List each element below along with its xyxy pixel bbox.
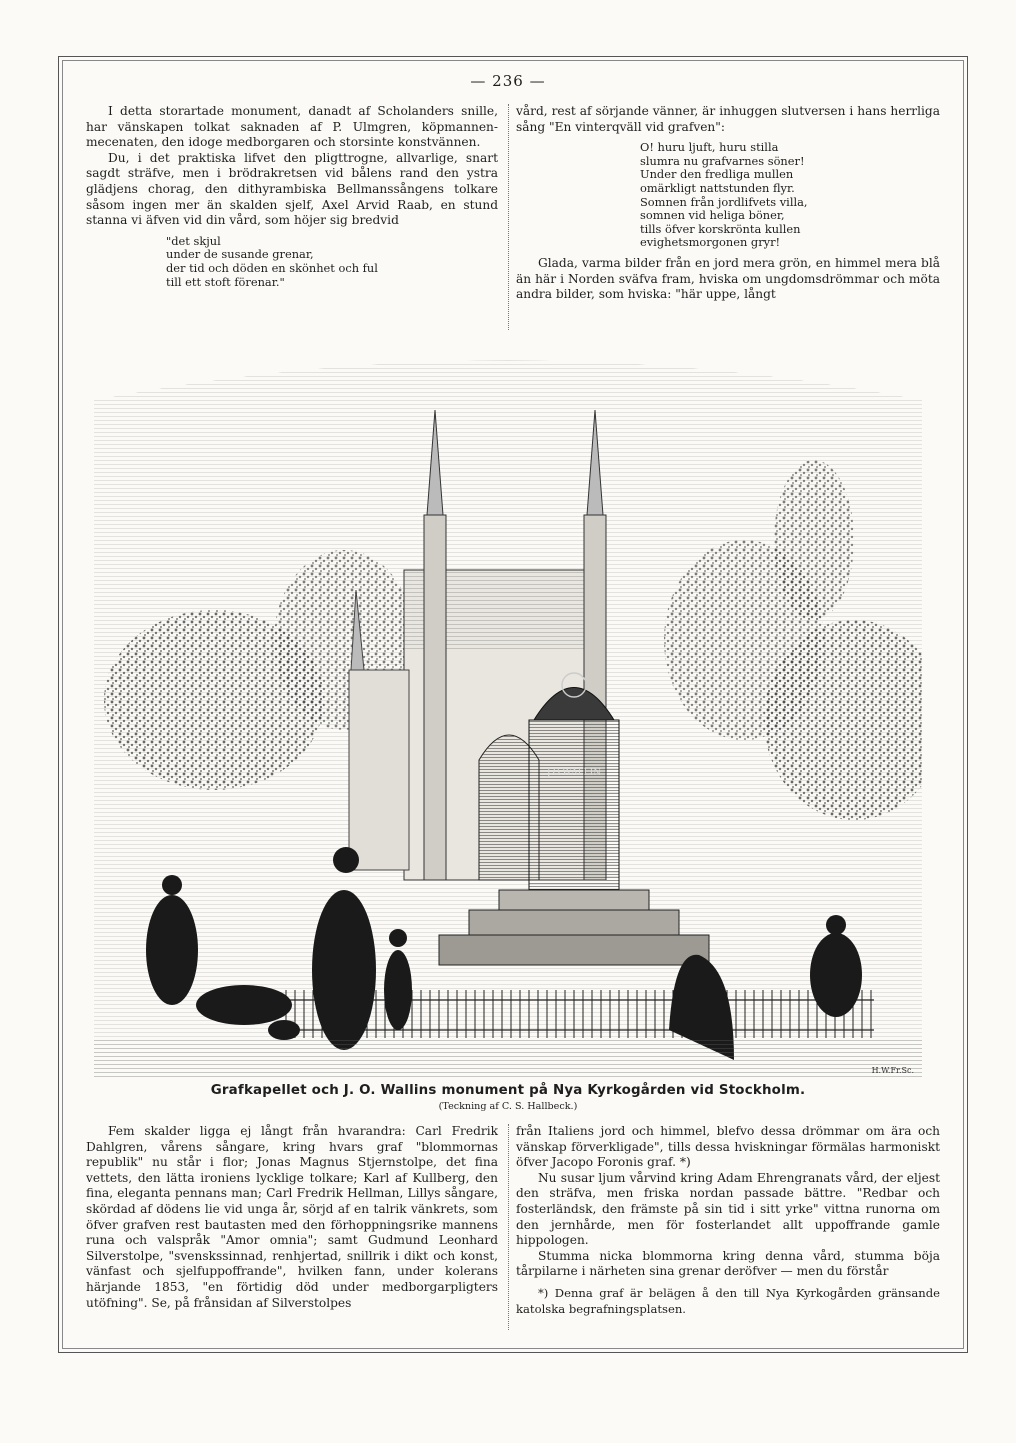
dog-small	[268, 1020, 300, 1040]
page-number: — 236 —	[470, 72, 546, 90]
footnote: *) Denna graf är belägen å den till Nya Kyrkogården gränsande katolska begrafningsplatsen.	[516, 1285, 940, 1316]
verse-line: tills öfver korskrönta kullen	[640, 221, 801, 236]
verse-line: omärkligt nattstunden flyr.	[640, 180, 795, 195]
paragraph: Glada, varma bilder från en jord mera grön, en himmel mera blå än här i Norden sväfva fram, hviska om ungdomsdrömmar och möta andra bilder, som hviska: "här uppe, långt	[516, 255, 940, 302]
verse-line: somnen vid heliga böner,	[640, 208, 785, 223]
verse-line: "det skjul	[166, 233, 221, 248]
verse-block	[166, 235, 498, 289]
engraver-signature: H.W.Fr.Sc.	[871, 1066, 914, 1075]
ground	[94, 1040, 922, 1078]
verse-line: O! huru ljuft, huru stilla	[640, 140, 779, 155]
verse-line: Somnen från jordlifvets villa,	[640, 194, 808, 209]
paragraph: Fem skalder ligga ej långt från hvarandra: Carl Fredrik Dahlgren, vårens sångare, kring hvars graf "blommornas republik" nu står i flor; Jonas Magnus Stjernstolpe, det fina vettets, den lätta ironiens lycklige tolkare; Karl af Kullberg, den fina, eleganta pennans man; Carl Fredrik Hellman, Lillys sångare, skördad af dödens lie vid unga år, sörjd af en talrik vänkrets, som öfver grafven rest bautasten med den förhoppningsrike mannens runa och valspråk "Amor omnia"; samt Gudmund Leonhard Silverstolpe, "svenskssinnad, renhjertad, snillrik i dikt och konst, vänfast och sjelfuppoffrande", hvilken fann, under kolerans härjande 1853, "en förtidig död under medborgarpligters utöfning". Se, på frånsidan af Silverstolpes	[86, 1124, 498, 1310]
verse-line: Under den fredliga mullen	[640, 167, 794, 182]
paragraph: Stumma nicka blommorna kring denna vård, stumma böja tårpilarne i närheten sina grenar deröfver — men du förstår	[516, 1248, 940, 1279]
top-right-column	[516, 104, 940, 303]
monument-inscription: J.O.WALLIN	[546, 768, 602, 778]
paragraph: från Italiens jord och himmel, blefvo dessa drömmar om ära och vänskap förverkligade", tills dessa hviskningar förmälas harmoniskt öfver Jacopo Foronis graf. *)	[516, 1124, 940, 1170]
verse-line: under de susande grenar,	[166, 247, 314, 262]
engraving-illustration	[94, 340, 922, 1078]
column-rule	[508, 104, 509, 330]
verse-line: evighetsmorgonen gryr!	[640, 235, 781, 250]
verse-line: der tid och döden en skönhet och ful	[166, 260, 378, 275]
verse-line: slumra nu grafvarnes söner!	[640, 153, 805, 168]
column-rule	[508, 1124, 509, 1330]
bottom-left-column	[86, 1124, 498, 1311]
paragraph: I detta storartade monument, danadt af Scholanders snille, har vänskapen tolkat saknaden af P. Ulmgren, köpmannen-mecenaten, den idoge medborgaren och storsinte konstvännen.	[86, 104, 498, 150]
figure-credit: (Teckning af C. S. Hallbeck.)	[438, 1101, 578, 1112]
figure-lady-left	[146, 895, 198, 1005]
figure-girl-right	[810, 933, 862, 1017]
bottom-right-column	[516, 1124, 940, 1317]
verse-line: till ett stoft förenar."	[166, 274, 285, 289]
dog-large	[196, 985, 292, 1025]
paragraph: Nu susar ljum vårvind kring Adam Ehrengranats vård, der eljest den sträfva, men friska nordan passade bättre. "Redbar och fosterländsk, den främste på sin tid i sitt yrke" vittna runorna om den jernhårde, men för fosterlandet allt uppoffrande gamle hippologen.	[516, 1170, 940, 1248]
top-left-column	[86, 104, 498, 295]
paragraph: Du, i det praktiska lifvet den pligttrogne, allvarlige, snart sagdt sträfve, men i brödrakretsen vid bålens rand den ystra glädjens chorag, den dithyrambiska Bellmanssångens tolkare såsom ingen mer än skalden sjelf, Axel Arvid Raab, en stund stanna vi äfven vid din vård, som höjer sig bredvid	[86, 150, 498, 228]
figure-caption: Grafkapellet och J. O. Wallins monument på Nya Kyrkogården vid Stockholm.	[210, 1083, 806, 1098]
paragraph: vård, rest af sörjande vänner, är inhuggen slutversen i hans herrliga sång "En vinterqväll vid grafven":	[516, 104, 940, 134]
figure-man-cloak	[312, 890, 376, 1050]
verse-block	[640, 141, 940, 250]
figure-boy	[384, 950, 412, 1030]
